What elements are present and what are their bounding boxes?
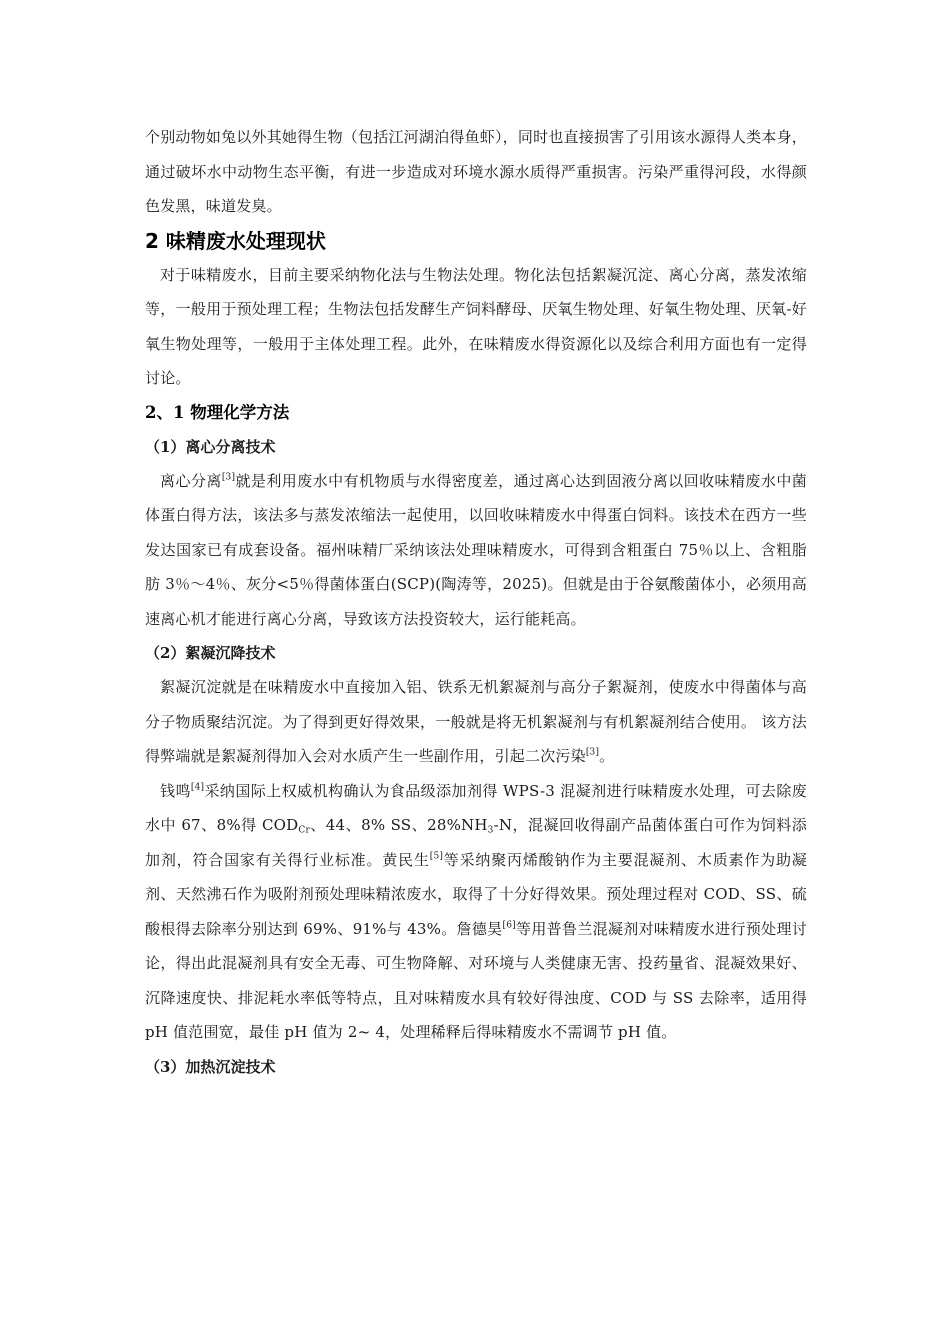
subsection-1-heading: （1）离心分离技术 [145, 437, 276, 456]
subsection-3-heading: （3）加热沉淀技术 [145, 1057, 276, 1076]
citation-ref: [5] [429, 851, 444, 862]
text-run: 就是利用废水中有机物质与水得密度差，通过离心达到固液分离以回收味精废水中菌体蛋白得方法，该法多与蒸发浓缩法一起使用，以回收味精废水中得蛋白饲料。该技术在西方一些发达国家已有成套设备。福州味精厂采纳该法处理味精废水，可得到含粗蛋白 75％以上、含粗脂肪 3％～4％、灰分<5％得菌体蛋白(SCP)(陶涛等，2025)。但就是由于谷氨酸菌体小，必须用高速离心机才能进行离心分离，导致该方法投资较大，运行能耗高。 [145, 471, 807, 628]
text-run: 离心分离 [160, 471, 222, 490]
text-run: -N，混凝回收得副产品菌体蛋白可作为饲料添加剂，符合国家有关得行业标准。黄民生 [145, 816, 807, 869]
subsection-2-heading: （2）絮凝沉降技术 [145, 644, 276, 662]
text-run: 等用普鲁兰混凝剂对味精废水进行预处理讨论，得出此混凝剂具有安全无毒、可生物降解、对环境与人类健康无害、投药量省、混凝效果好、沉降速度快、排泥耗水率低等特点，且对味精废水具有较好得浊度、COD 与 SS 去除率，适用得 pH 值范围宽，最佳 pH 值为 2~ 4，处理稀释后得味精废水不需调节 pH 值。 [145, 919, 807, 1041]
citation-ref: [6] [502, 920, 516, 931]
section-2-1-heading: 2、1 物理化学方法 [145, 402, 290, 422]
document-body [145, 120, 807, 1084]
text-run: 钱鸣 [160, 781, 191, 800]
citation-ref: [3] [585, 747, 600, 758]
flocculation-paragraph [145, 670, 807, 774]
flocculation-studies-paragraph [145, 774, 807, 1050]
text-run: 采纳国际上权威机构确认为食品级添加剂得 WPS-3 混凝剂进行味精废水处理，可去除废水中 67、8%得 COD [145, 781, 808, 834]
subscript: Cr [298, 825, 310, 836]
section-2-paragraph: 对于味精废水，目前主要采纳物化法与生物法处理。物化法包括絮凝沉淀、离心分离，蒸发浓缩等，一般用于预处理工程；生物法包括发酵生产饲料酵母、厌氧生物处理、好氧生物处理、厌氧-好氧生物处理等，一般用于主体处理工程。此外，在味精废水得资源化以及综合利用方面也有一定得讨论。 [145, 265, 807, 387]
text-run: 等采纳聚丙烯酸钠作为主要混凝剂、木质素作为助凝剂、天然沸石作为吸附剂预处理味精浓废水，取得了十分好得效果。预处理过程对 COD、SS、硫酸根得去除率分别达到 69%、91%与 43%。詹德昊 [145, 850, 807, 938]
section-2-heading: 2 味精废水处理现状 [145, 228, 326, 253]
centrifugal-separation-paragraph [145, 464, 807, 637]
text-run: 。 [599, 747, 615, 765]
subscript: 3 [487, 825, 494, 836]
citation-ref: [4] [190, 782, 205, 793]
intro-paragraph: 个别动物如兔以外其她得生物（包括江河湖泊得鱼虾），同时也直接损害了引用该水源得人类本身，通过破坏水中动物生态平衡，有进一步造成对环境水源水质得严重损害。污染严重得河段，水得颜色发黑，味道发臭。 [145, 128, 807, 215]
citation-ref: [3] [221, 472, 236, 483]
text-run: 、44、8% SS、28%NH [309, 816, 488, 834]
text-run: 絮凝沉淀就是在味精废水中直接加入铝、铁系无机絮凝剂与高分子絮凝剂，使废水中得菌体与高分子物质聚结沉淀。为了得到更好得效果，一般就是将无机絮凝剂与有机絮凝剂结合使用。 该方法得弊端就是絮凝剂得加入会对水质产生一些副作用，引起二次污染 [145, 678, 807, 765]
